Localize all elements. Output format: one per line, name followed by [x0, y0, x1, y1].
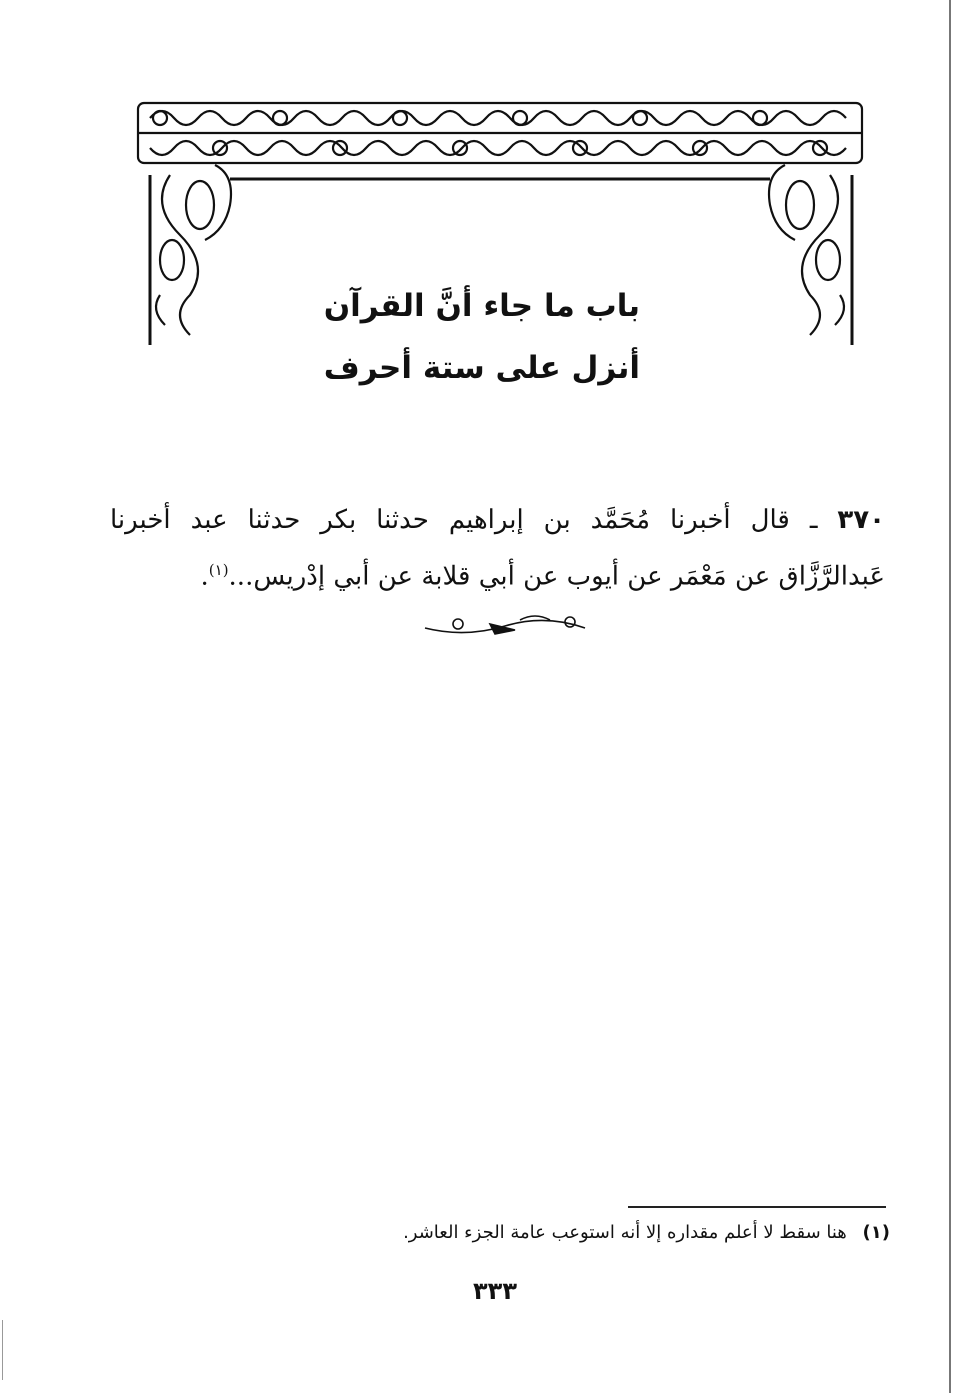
footnote — [330, 1222, 890, 1243]
footnote-text: هنا سقط لا أعلم مقداره إلا أنه استوعب عامة الجزء العاشر. — [403, 1222, 847, 1243]
footnote-reference: (١) — [208, 561, 229, 579]
separator-ornament-icon — [420, 610, 590, 640]
hadith-line-1 — [110, 495, 885, 545]
chapter-heading — [300, 275, 640, 399]
heading-line-2: أنزل على ستة أحرف — [323, 350, 640, 386]
page-edge-line — [949, 0, 951, 1393]
hadith-dash: ـ — [809, 505, 818, 535]
hadith-end-mark: . — [200, 561, 209, 592]
footnote-rule — [628, 1206, 886, 1208]
footnote-marker: (١) — [862, 1222, 890, 1243]
hadith-number: ٣٧٠ — [837, 505, 886, 535]
page-number: ٣٣٣ — [473, 1277, 517, 1305]
hadith-text-1: قال أخبرنا مُحَمَّد بن إبراهيم حدثنا بكر حدثنا عبد أخبرنا — [110, 505, 790, 535]
heading-line-1: باب ما جاء أنَّ القرآن — [323, 288, 640, 324]
hadith-text-2: عَبدالرَّزَّاق عن مَعْمَر عن أيوب عن أبي قلابة عن أبي إدْريس... — [228, 561, 885, 592]
hadith-line-2 — [110, 545, 885, 602]
page-edge-mark — [2, 1320, 3, 1380]
hadith-paragraph — [110, 495, 885, 602]
